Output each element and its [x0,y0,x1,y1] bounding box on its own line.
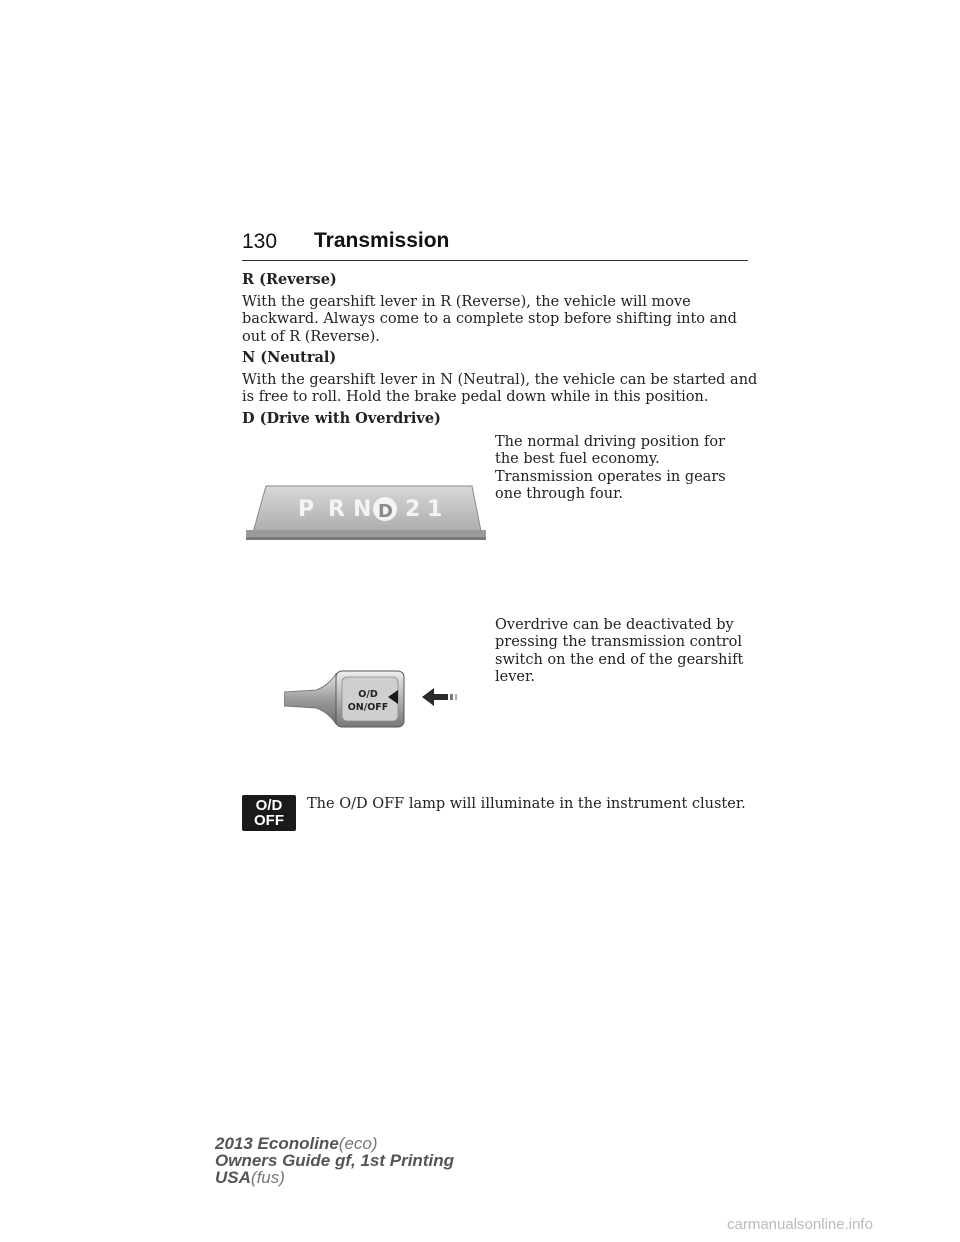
watermark: carmanualsonline.info [727,1216,873,1233]
footer-guide: Owners Guide gf, 1st Printing [215,1151,454,1170]
footer-market-code: (fus) [250,1168,285,1187]
heading-drive: D (Drive with Overdrive) [242,410,441,427]
page-header [242,228,748,261]
footer-model-code: (eco) [338,1134,378,1153]
gear-letter-2: 2 [405,497,421,522]
heading-neutral: N (Neutral) [242,349,337,366]
lamp-line1: O/D [255,797,283,814]
gear-indicator-illustration [246,484,486,544]
gear-letter-1: 1 [427,497,443,522]
lever-label-line2: ON/OFF [347,702,389,713]
paragraph-reverse: With the gearshift lever in R (Reverse), the vehicle will move backward. Always come to a complete stop before shifting into and out of R (Reverse). [242,294,737,345]
lamp-line2: OFF [254,812,284,829]
gear-letter-d: D [378,501,393,522]
paragraph-overdrive: Overdrive can be deactivated by pressing the transmission control switch on the end of the gearshift lever. [495,617,744,685]
page-number: 130 [242,230,278,253]
gearshift-lever-illustration [284,666,464,732]
gear-letter-r: R [328,497,345,522]
page-footer [215,1135,454,1186]
lever-label-line1: O/D [358,689,378,700]
press-arrow-icon [422,688,457,706]
gear-letter-p: P [298,497,315,522]
footer-market: USA [215,1168,251,1187]
paragraph-drive: The normal driving position for the best fuel economy. Transmission operates in gears one through four. [495,434,726,502]
lamp-description: The O/D OFF lamp will illuminate in the instrument cluster. [307,796,746,812]
od-off-lamp-icon [242,795,296,831]
section-title: Transmission [314,229,450,252]
footer-model: 2013 Econoline [215,1134,339,1153]
heading-reverse: R (Reverse) [242,271,337,288]
paragraph-neutral: With the gearshift lever in N (Neutral), the vehicle can be started and is free to roll. Hold the brake pedal down while in this position. [242,372,758,406]
gear-letter-n: N [353,497,372,522]
